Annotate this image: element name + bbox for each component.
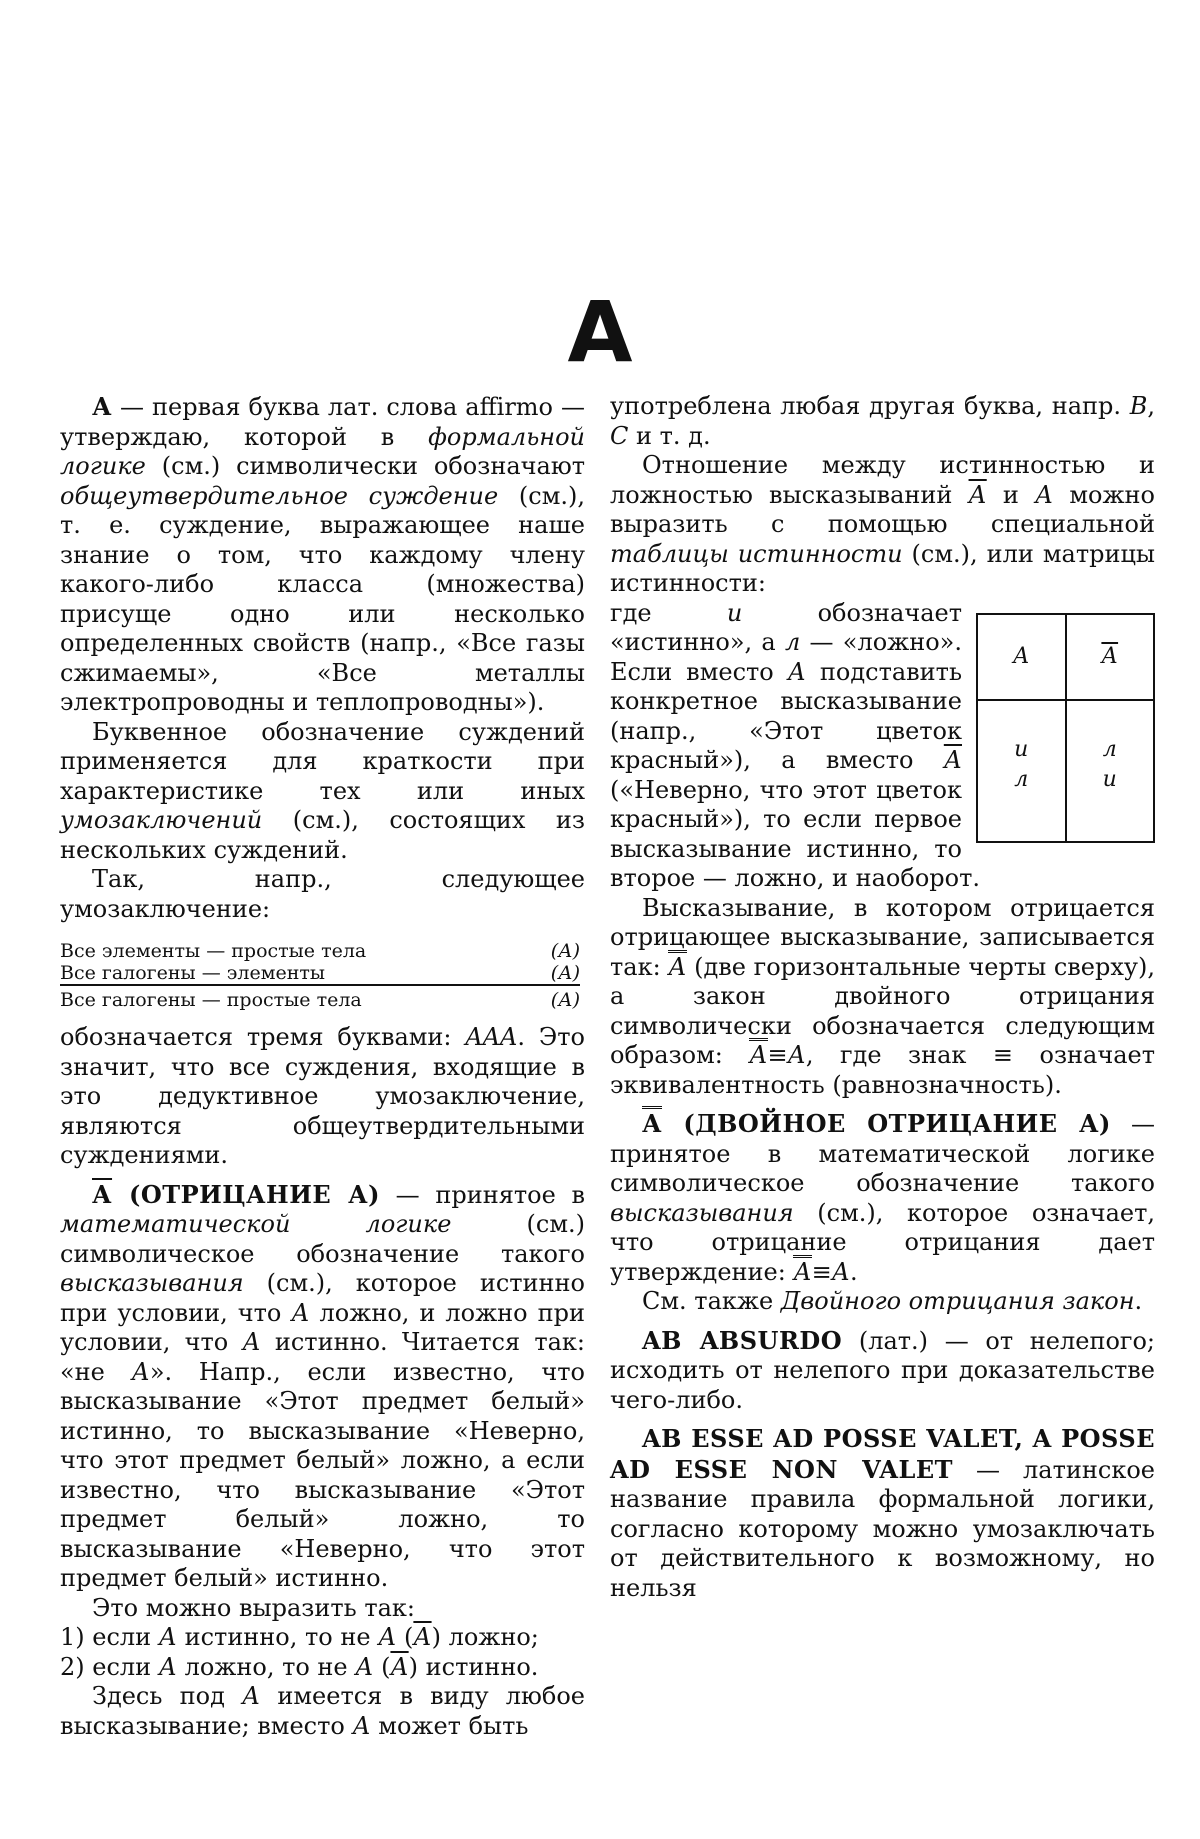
truth-table-header-cell: А xyxy=(1067,615,1154,701)
cross-ref-link[interactable]: таблицы истинности xyxy=(610,539,903,568)
syllogism-example xyxy=(60,940,580,1011)
truth-table-header xyxy=(978,615,1153,701)
entry-term: AB ABSURDO xyxy=(642,1325,843,1355)
entry-term: А xyxy=(92,392,113,421)
entry-ab-esse: AB ESSE AD POSSE VALET, A POSSE AD ESSE NON VALET — латинское название правила формальной логики, согласно которому можно умозаключать от действительного к возможному, но нельзя xyxy=(610,1424,1155,1602)
entry-term: AB ESSE AD POSSE VALET, A POSSE AD ESSE NON VALET xyxy=(610,1424,1155,1484)
paragraph: употреблена любая другая буква, напр. В, С и т. д. xyxy=(610,392,1155,450)
see-also: См. также Двойного отрицания закон. xyxy=(642,1287,1143,1315)
truth-table xyxy=(976,613,1155,843)
cross-ref-link[interactable]: умозаключений xyxy=(60,806,263,834)
list-item: 2) если А ложно, то не А (А) истинно. xyxy=(60,1652,539,1681)
paragraph: где и обозначает «истинно», а л — «ложно». Если вместо А подставить конкретное высказывание (напр., «Этот цветок красный»), а вместо А («Неверно, что этот цветок красный»), то если первое высказывание истинно, то второе — ложно, и наоборот. xyxy=(610,598,980,892)
truth-table-cell: л и xyxy=(1102,736,1117,792)
truth-table-cell: и л xyxy=(978,701,1067,841)
cross-ref-link[interactable]: формальной логике xyxy=(60,422,585,480)
right-column xyxy=(610,392,1155,1603)
paragraph: Это можно выразить так: xyxy=(92,1593,416,1622)
paragraph: Буквенное обозначение суждений применяется для краткости при характеристике тех или иных умозаключений (см.), состоящих из нескольких суждений. xyxy=(60,717,585,864)
entry-double-negation: А (ДВОЙНОЕ ОТРИЦАНИЕ А) — принятое в математической логике символическое обозначение такого высказывания (см.), которое означает, что отрицание отрицания дает утверждение: А≡А. xyxy=(610,1109,1155,1287)
truth-table-header-cell: А xyxy=(978,615,1067,701)
conclusion: Все галогены — простые тела (А) xyxy=(60,984,580,1011)
cross-ref-link[interactable]: общеутвердительное суждение xyxy=(60,481,499,510)
list-item: 1) если А истинно, то не А (А) ложно; xyxy=(60,1623,539,1651)
page-heading-letter: А xyxy=(567,283,633,381)
paragraph: обозначается тремя буквами: AAA. Это значит, что все суждения, входящие в это дедуктивное умозаключение, являются общеутвердительными суждениями. xyxy=(60,1023,585,1169)
left-column xyxy=(60,392,585,1741)
cross-ref-link[interactable]: математической логике xyxy=(60,1210,452,1238)
entry-a: А — первая буква лат. слова affirmo — утверждаю, которой в формальной логике (см.) символически обозначают общеутвердительное суждение (см.), т. е. суждение, выражающее наше знание о том, что каждому члену какого-либо класса (множества) присуще одно или несколько определенных свойств (напр., «Все газы сжимаемы», «Все металлы электропроводны и теплопроводны»). xyxy=(60,392,585,716)
paragraph: Отношение между истинностью и ложностью высказываний А и А можно выразить с помощью специальной таблицы истинности (см.), или матрицы истинности: xyxy=(610,451,1155,597)
entry-ab-absurdo: AB ABSURDO (лат.) — от нелепого; исходить от нелепого при доказательстве чего-либо. xyxy=(610,1325,1156,1414)
paragraph: Высказывание, в котором отрицается отрицающее высказывание, записывается так: А (две горизонтальные черты сверху), а закон двойного отрицания символически обозначается следующим образом: А≡А, где знак ≡ означает эквивалентность (равнозначность). xyxy=(610,893,1155,1099)
entry-term: А xyxy=(92,1179,113,1209)
premise-1: Все элементы — простые тела (А) xyxy=(60,940,580,962)
paragraph: Так, напр., следующее умозаключение: xyxy=(60,865,585,923)
truth-table-body xyxy=(978,701,1153,841)
entry-term: А xyxy=(642,1106,662,1138)
paragraph: Здесь под А имеется в виду любое высказывание; вместо А может быть xyxy=(60,1682,585,1740)
cross-ref-link[interactable]: высказывания xyxy=(60,1269,244,1297)
cross-ref-link[interactable]: Двойного отрицания закон xyxy=(780,1287,1135,1315)
premise-2: Все галогены — элементы (А) xyxy=(60,962,580,984)
cross-ref-link[interactable]: высказывания xyxy=(610,1198,794,1227)
entry-negation: А (ОТРИЦАНИЕ А) — принятое в математической логике (см.) символическое обозначение такого высказывания (см.), которое истинно при условии, что А ложно, и ложно при условии, что А истинно. Читается так: «не А». Напр., если известно, что высказывание «Этот предмет белый» истинно, то высказывание «Неверно, что этот предмет белый» ложно, а если известно, что высказывание «Этот предмет белый» ложно, то высказывание «Неверно, что этот предмет белый» истинно. xyxy=(60,1179,585,1592)
